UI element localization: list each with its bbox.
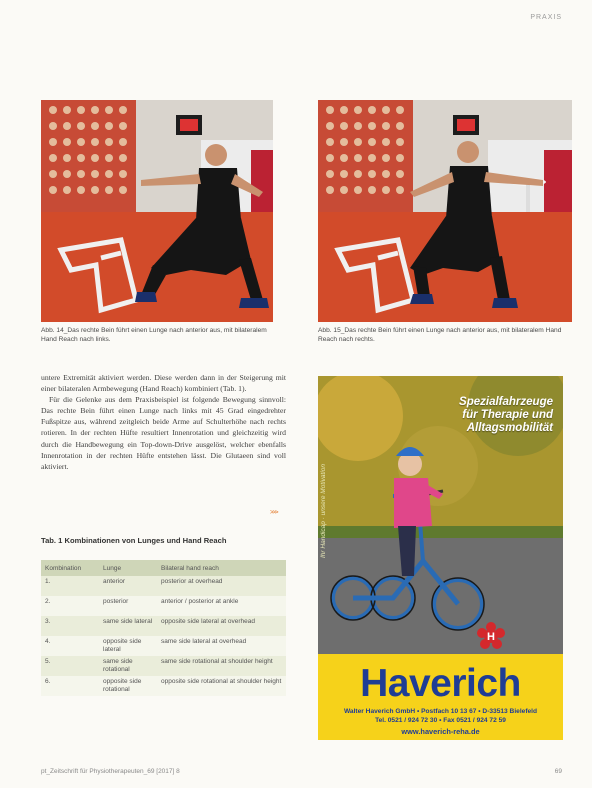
table-cell: same side lateral	[99, 616, 157, 636]
ad-headline-line: Alltagsmobilität	[466, 422, 553, 434]
ad-side-slogan: Ihr Handicap · unsere Motivation	[320, 464, 327, 558]
column-header: Lunge	[99, 560, 157, 576]
column-header: Bilateral hand reach	[157, 560, 286, 576]
table-cell: 6.	[41, 676, 99, 696]
table-cell: 5.	[41, 656, 99, 676]
figure-15-photo	[318, 100, 572, 322]
table-row	[41, 596, 286, 616]
table-cell: opposite side rotational at shoulder height	[157, 676, 286, 696]
table-title: Tab. 1 Kombinationen von Lunges und Hand Reach	[41, 536, 227, 545]
table-cell: opposite side lateral	[99, 636, 157, 656]
figure-15-caption: Abb. 15_Das rechte Bein führt einen Lunge nach anterior aus, mit bilateralem Hand Reach nach rechts.	[318, 327, 562, 343]
svg-text:H: H	[487, 631, 495, 643]
table-cell: same side rotational at shoulder height	[157, 656, 286, 676]
table-cell: 1.	[41, 576, 99, 596]
table-cell: 4.	[41, 636, 99, 656]
ad-headline-line: Spezialfahrzeuge	[459, 396, 553, 408]
table-cell: same side lateral at overhead	[157, 636, 286, 656]
haverich-advertisement[interactable]	[318, 376, 563, 740]
ad-website-link[interactable]: www.haverich-reha.de	[401, 727, 480, 736]
table-cell: 3.	[41, 616, 99, 636]
table-row	[41, 676, 286, 696]
table-row	[41, 576, 286, 596]
table-header-row	[41, 560, 286, 576]
table-cell: anterior / posterior at ankle	[157, 596, 286, 616]
table-cell: anterior	[99, 576, 157, 596]
table-row	[41, 636, 286, 656]
table-cell: posterior at overhead	[157, 576, 286, 596]
ad-brand-panel	[318, 654, 563, 740]
table-cell: opposite side lateral at overhead	[157, 616, 286, 636]
paragraph: Für die Gelenke aus dem Praxisbeispiel ist folgende Bewegung sinnvoll: Das rechte Bein führt einen Lunge nach links mit 45 Grad eingedrehter Fußspitze aus, während zeitgleich beide Arme auf Schulterhöhe nach rechts rotieren. In der rechten Hüfte resultiert Innenrotation und gleichzeitig wird durch die Handbewegung ein Top-down-Drive ausgelöst, welcher ebenfalls Innenrotation in der rechten Hüfte entstehen lässt. Die Glutaeen sind voll aktiviert.	[41, 395, 286, 471]
continue-arrow: >>>	[270, 510, 278, 516]
figure-14-photo	[41, 100, 273, 322]
combinations-table	[41, 560, 286, 696]
ad-phone: Tel. 0521 / 924 72 30 • Fax 0521 / 924 72 59	[375, 717, 506, 724]
paragraph: untere Extremität aktiviert werden. Diese werden dann in der Steigerung mit einer bilateralen Armbewegung (Hand Reach) kombiniert (Tab. 1).	[41, 373, 286, 394]
footer-journal: pt_Zeitschrift für Physiotherapeuten_69 [2017] 8	[41, 768, 180, 775]
table-row	[41, 616, 286, 636]
brand-logo: Haverich	[360, 662, 521, 705]
ad-headline-line: für Therapie und	[462, 409, 553, 421]
page-number: 69	[554, 768, 562, 775]
table-cell: 2.	[41, 596, 99, 616]
ad-headline	[459, 396, 553, 435]
figure-14-caption: Abb. 14_Das rechte Bein führt einen Lunge nach anterior aus, mit bilateralem Hand Reach nach links.	[41, 327, 267, 343]
section-label: PRAXIS	[530, 14, 562, 21]
table-cell: same side rotational	[99, 656, 157, 676]
haverich-emblem-icon	[477, 622, 505, 650]
article-body	[41, 372, 286, 472]
table-cell: posterior	[99, 596, 157, 616]
column-header: Kombination	[41, 560, 99, 576]
table-cell: opposite side rotational	[99, 676, 157, 696]
ad-address: Walter Haverich GmbH • Postfach 10 13 67 • D-33513 Bielefeld	[343, 708, 538, 715]
table-row	[41, 656, 286, 676]
